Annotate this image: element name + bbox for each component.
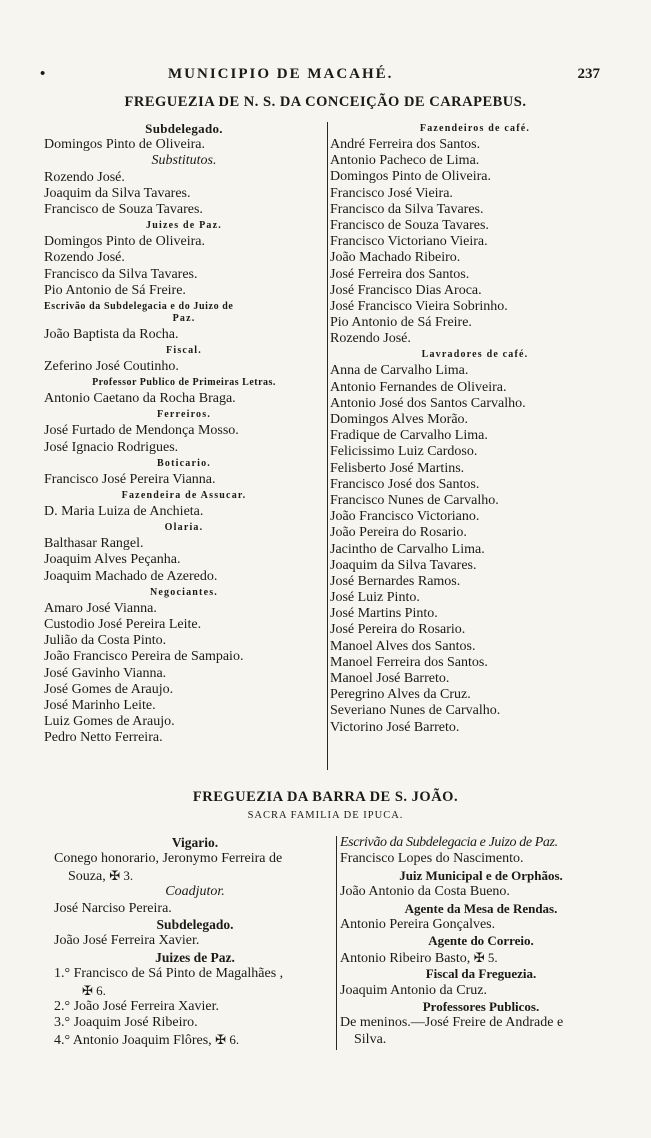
list-item: Felicissimo Luiz Cardoso.	[330, 444, 478, 460]
list-item: Joaquim Machado de Azeredo.	[44, 568, 218, 584]
subdelegado-heading: Subdelegado.	[156, 916, 234, 932]
list-item: Peregrino Alves da Cruz.	[330, 687, 471, 703]
list-item: Rozendo José.	[44, 250, 125, 266]
professor-heading: Professor Publico de Primeiras Letras.	[92, 377, 276, 389]
list-item: Francisco Nunes de Carvalho.	[330, 492, 499, 508]
list-item: Rozendo José.	[44, 169, 125, 185]
olaria-heading: Olaria.	[164, 522, 204, 534]
list-item: José Pereira do Rosario.	[330, 622, 466, 638]
list-item: Antonio Caetano da Rocha Braga.	[44, 391, 236, 407]
list-item: José Narciso Pereira.	[54, 900, 172, 916]
list-item: João Francisco Pereira de Sampaio.	[44, 649, 244, 665]
list-item: João Pereira do Rosario.	[330, 525, 467, 541]
list-item: Jacintho de Carvalho Lima.	[330, 541, 485, 557]
list-item: Domingos Pinto de Oliveira.	[44, 137, 205, 153]
order-cross-icon: ✠ 6.	[82, 982, 106, 998]
list-item-text: Antonio Ribeiro Basto,	[340, 950, 471, 966]
list-item	[54, 983, 336, 999]
list-item: Amaro José Vianna.	[44, 600, 157, 616]
list-item: José Furtado de Mendonça Mosso.	[44, 423, 239, 439]
list-item: João Francisco Victoriano.	[330, 509, 480, 525]
list-item: João Machado Ribeiro.	[330, 250, 461, 266]
fiscal-heading: Fiscal.	[166, 345, 202, 357]
list-item: João Baptista da Rocha.	[44, 326, 179, 342]
list-item: De meninos.—José Freire de Andrade e	[340, 1015, 564, 1031]
negociantes-heading: Negociantes.	[150, 586, 218, 598]
column-divider	[327, 122, 328, 770]
column-divider	[336, 836, 337, 1050]
running-head-bullet: •	[40, 66, 48, 82]
juizes-heading: Juizes de Paz.	[155, 949, 235, 965]
ferreiros-heading: Ferreiros.	[156, 409, 212, 421]
running-head	[40, 66, 600, 86]
escrivao-heading-cont: Paz.	[172, 312, 196, 324]
list-item: Fradique de Carvalho Lima.	[330, 428, 488, 444]
list-item: Joaquim Antonio da Cruz.	[340, 982, 487, 998]
list-item: Francisco José Pereira Vianna.	[44, 471, 216, 487]
list-item: Francisco da Silva Tavares.	[330, 201, 484, 217]
order-cross-icon: ✠ 5.	[473, 949, 498, 965]
list-item: Julião da Costa Pinto.	[44, 633, 167, 649]
list-item: Manoel Ferreira dos Santos.	[330, 654, 488, 670]
order-cross-icon: ✠ 3.	[109, 867, 134, 883]
list-item: José Bernardes Ramos.	[330, 573, 461, 589]
coadjutor-heading: Coadjutor.	[165, 884, 225, 900]
list-item: Anna de Carvalho Lima.	[330, 363, 469, 379]
section-title-barra: FREGUEZIA DA BARRA DE S. JOÃO.	[192, 789, 459, 805]
substitutos-heading: Substitutos.	[151, 153, 217, 169]
fazendeira-heading: Fazendeira de Assucar.	[121, 490, 247, 501]
escrivao-heading: Escrivão da Subdelegacia e Juizo de Paz.	[340, 835, 558, 850]
vigario-heading: Vigario.	[171, 835, 219, 850]
list-item: Balthasar Rangel.	[44, 536, 144, 552]
list-item: José Martins Pinto.	[330, 606, 438, 622]
list-item: José Ferreira dos Santos.	[330, 266, 470, 282]
juiz-municipal-heading: Juiz Municipal e de Orphãos.	[399, 867, 563, 883]
list-item	[54, 1032, 336, 1048]
list-item: Pedro Netto Ferreira.	[44, 730, 163, 746]
list-item: Manoel Alves dos Santos.	[330, 638, 476, 654]
list-item: Antonio Pacheco de Lima.	[330, 153, 480, 169]
lavradores-heading: Lavradores de café.	[421, 349, 529, 361]
list-item: 3.° Joaquim José Ribeiro.	[54, 1015, 198, 1031]
list-item: Domingos Pinto de Oliveira.	[330, 169, 491, 185]
list-item: Antonio Pereira Gonçalves.	[340, 916, 496, 932]
list-item: Rozendo José.	[330, 331, 411, 347]
fiscal-heading: Fiscal da Freguezia.	[425, 966, 537, 982]
list-item: José Marinho Leite.	[44, 697, 156, 713]
barra-left-column	[54, 835, 336, 1048]
list-item: Francisco José Vieira.	[330, 185, 453, 201]
list-item	[340, 950, 622, 966]
list-item: Manoel José Barreto.	[330, 671, 450, 686]
list-item: Domingos Alves Morão.	[330, 412, 469, 427]
list-item: Zeferino José Coutinho.	[44, 359, 179, 375]
boticario-heading: Boticario.	[157, 457, 211, 469]
carapebus-right-column	[330, 121, 620, 736]
carapebus-left-column	[44, 121, 324, 746]
fazendeiros-heading: Fazendeiros de café.	[419, 123, 531, 134]
list-item: Luiz Gomes de Araujo.	[44, 714, 175, 730]
list-item: Joaquim da Silva Tavares.	[330, 557, 477, 573]
list-item: Severiano Nunes de Carvalho.	[330, 703, 501, 719]
agente-rendas-heading: Agente da Mesa de Rendas.	[404, 900, 558, 916]
list-item: Custodio José Pereira Leite.	[44, 616, 202, 632]
list-item: 1.° Francisco de Sá Pinto de Magalhães ,	[54, 966, 284, 982]
list-item: José Gavinho Vianna.	[44, 665, 167, 681]
municipality-title: MUNICIPIO DE MACAHÉ.	[168, 66, 394, 82]
escrivao-heading: Escrivão da Subdelegacia e do Juizo de	[44, 300, 234, 312]
list-item: Antonio Fernandes de Oliveira.	[330, 379, 507, 395]
list-item: 2.° João José Ferreira Xavier.	[54, 998, 219, 1014]
list-item: João Antonio da Costa Bueno.	[340, 884, 510, 900]
section-subtitle-barra: SACRA FAMILIA DE IPUCA.	[247, 810, 404, 821]
list-item: Joaquim Alves Peçanha.	[44, 552, 181, 568]
list-item: Victorino José Barreto.	[330, 719, 460, 735]
list-item: Antonio José dos Santos Carvalho.	[330, 395, 526, 411]
professores-heading: Professores Publicos.	[422, 998, 540, 1014]
list-item-text: Souza,	[68, 868, 106, 884]
list-item: Francisco José dos Santos.	[330, 476, 480, 492]
list-item: José Francisco Vieira Sobrinho.	[330, 298, 508, 314]
list-item: Pio Antonio de Sá Freire.	[44, 282, 186, 298]
list-item: D. Maria Luiza de Anchieta.	[44, 504, 204, 519]
list-item: João José Ferreira Xavier.	[54, 933, 200, 949]
list-item: José Francisco Dias Aroca.	[330, 282, 482, 298]
list-item: Domingos Pinto de Oliveira.	[44, 234, 205, 250]
list-item: Francisco da Silva Tavares.	[44, 266, 198, 282]
list-item: André Ferreira dos Santos.	[330, 137, 481, 152]
list-item: Francisco de Souza Tavares.	[330, 217, 489, 233]
list-item: José Gomes de Araujo.	[44, 681, 174, 697]
list-item-text: 4.° Antonio Joaquim Flôres,	[54, 1032, 212, 1048]
list-item: Francisco de Souza Tavares.	[44, 201, 203, 217]
section-title-carapebus: FREGUEZIA DE N. S. DA CONCEIÇÃO DE CARAPEBUS.	[124, 94, 527, 110]
order-cross-icon: ✠ 6.	[215, 1031, 240, 1047]
list-item: Silva.	[354, 1031, 387, 1047]
list-item	[54, 868, 336, 884]
list-item: Joaquim da Silva Tavares.	[44, 185, 191, 201]
barra-right-column	[340, 835, 622, 1048]
page-number: 237	[577, 66, 600, 82]
list-item: Francisco Victoriano Vieira.	[330, 234, 488, 250]
list-item: Felisberto José Martins.	[330, 460, 465, 476]
juizes-heading: Juizes de Paz.	[146, 220, 222, 232]
list-item: Francisco Lopes do Nascimento.	[340, 851, 524, 867]
list-item: Conego honorario, Jeronymo Ferreira de	[54, 851, 283, 867]
list-item: Pio Antonio de Sá Freire.	[330, 315, 472, 331]
subdelegado-heading: Subdelegado.	[145, 121, 223, 136]
list-item: José Ignacio Rodrigues.	[44, 439, 179, 455]
agente-correio-heading: Agente do Correio.	[428, 933, 534, 949]
list-item: José Luiz Pinto.	[330, 590, 420, 606]
